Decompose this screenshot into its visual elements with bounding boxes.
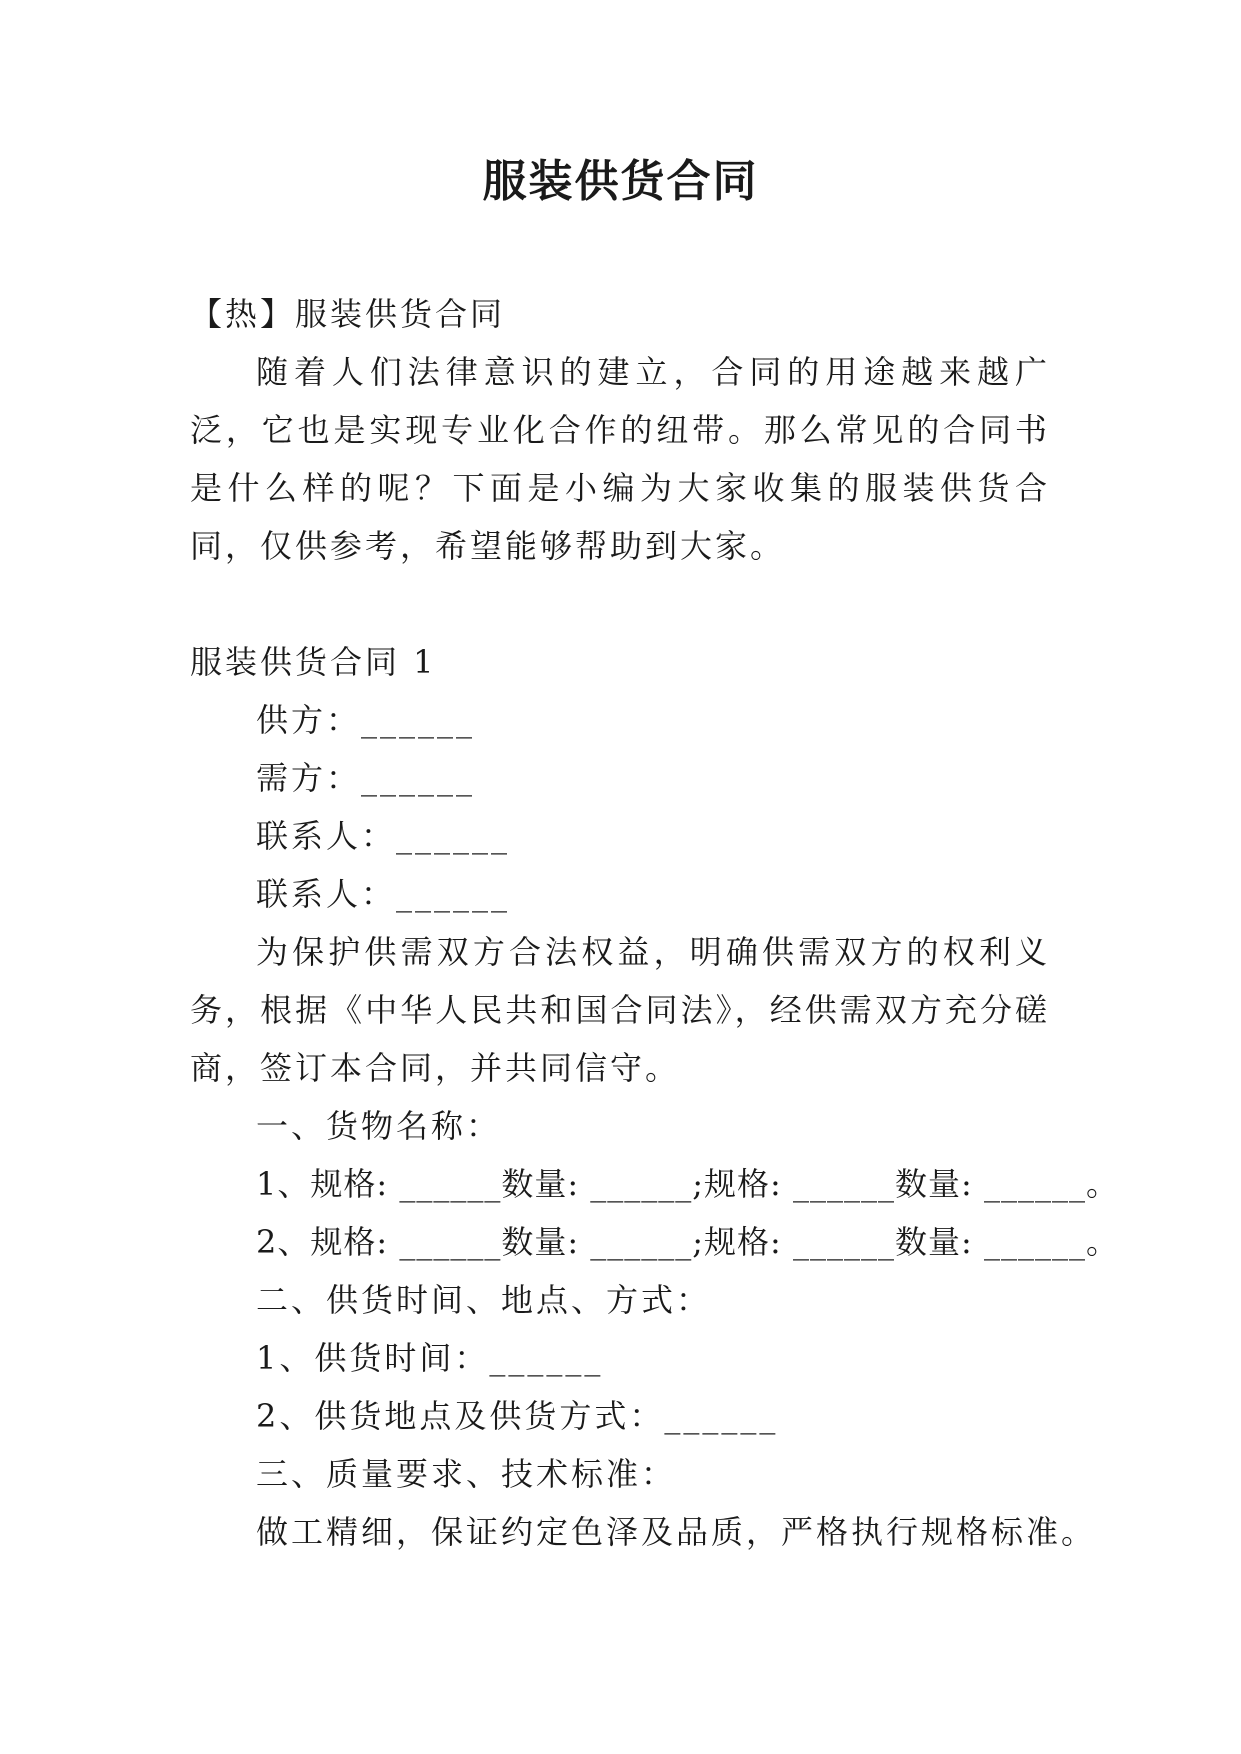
clause-text: 做工精细，保证约定色泽及品质，严格执行规格标准。: [256, 1513, 1097, 1551]
clause-item: 1、规格: ______数量: ______;规格: ______数量: ______。: [256, 1165, 1119, 1203]
contact-field: 联系人：______: [256, 817, 511, 855]
section-title: 服装供货合同 1: [190, 643, 437, 681]
clause-item: 2、供货地点及供货方式：______: [256, 1397, 779, 1435]
contact-field: 联系人：______: [256, 875, 511, 913]
intro-paragraph: 随着人们法律意识的建立，合同的用途越来越广泛，它也是实现专业化合作的纽带。那么常见的合同书是什么样的呢？下面是小编为大家收集的服装供货合同，仅供参考，希望能够帮助到大家。: [190, 353, 1050, 565]
clause-heading: 一、货物名称：: [256, 1107, 502, 1145]
buyer-field: 需方：______: [256, 759, 476, 797]
clause-heading: 三、质量要求、技术标准：: [256, 1455, 677, 1493]
preamble-paragraph: 为保护供需双方合法权益，明确供需双方的权利义务，根据《中华人民共和国合同法》，经供需双方充分磋商，签订本合同，并共同信守。: [190, 933, 1050, 1087]
document-body: [190, 285, 1119, 1561]
spacer: [190, 575, 1050, 633]
page-title: 服装供货合同: [482, 156, 759, 207]
subtitle: 【热】服装供货合同: [190, 295, 506, 333]
clause-item: 1、供货时间：______: [256, 1339, 604, 1377]
clause-heading: 二、供货时间、地点、方式：: [256, 1281, 712, 1319]
clause-item: 2、规格: ______数量: ______;规格: ______数量: ______。: [256, 1223, 1119, 1261]
supplier-field: 供方：______: [256, 701, 476, 739]
